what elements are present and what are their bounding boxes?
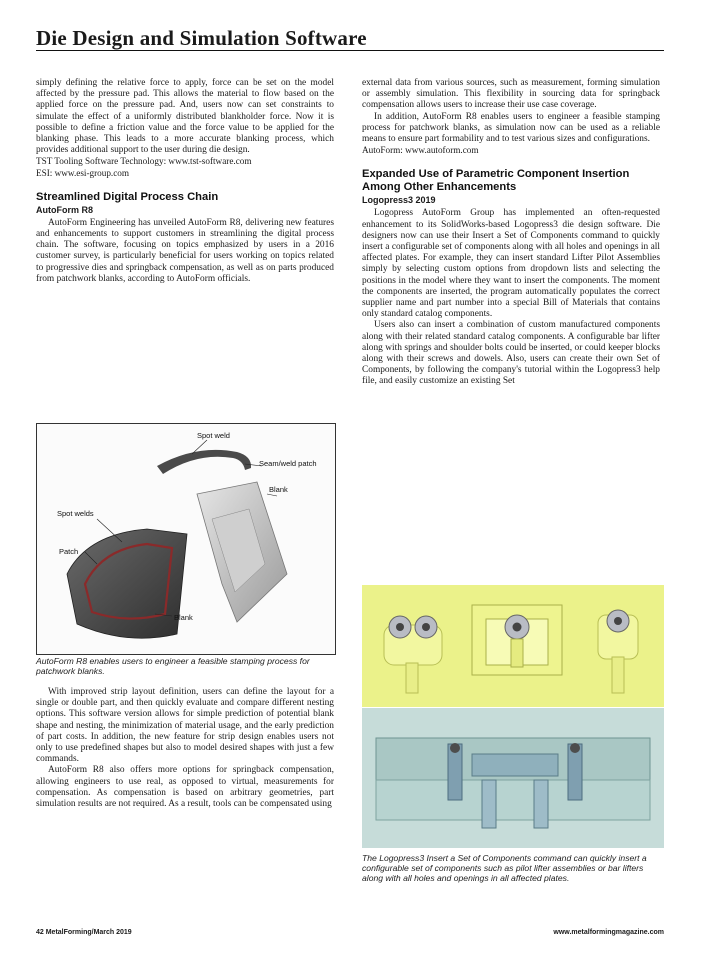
footer-page-issue: 42 MetalForming/March 2019	[36, 929, 132, 936]
left-paragraph-3: With improved strip layout definition, users can define the layout for a single or double part, and then quickly evaluate and compare different nesting options. This software version allows for simple prediction of potential blank shape and nesting, the minimization of material usage, and the early prediction of part costs. In addition, the new feature for strip design enables users not only to use predefined shapes but also to model desired shapes with just a few commands.	[36, 687, 334, 765]
label-blank-right: Blank	[269, 485, 288, 494]
label-seam-weld: Seam/weld patch	[259, 459, 317, 468]
section-title-autoform: Streamlined Digital Process Chain	[36, 190, 219, 203]
right-paragraph-3: Logopress AutoForm Group has implemented an often-requested enhancement to its SolidWorks-based Logopress3 die design software. Die designers now can use their Insert a Set of Components command to quickly insert a configurable set of components along with all holes and openings in all affected plates. For example, they can insert standard Lifter Pilot Assemblies simply by selecting custom options from dropdown lists and selecting the positions in the model where they want to insert the components. The moment the components are inserted, the program automatically populates the correct supplier name and part number into a special Bill of Materials that contains only standard catalog components.	[362, 208, 660, 320]
center-lifter-block	[472, 605, 562, 675]
left-paragraph-4: AutoForm R8 also offers more options for springback compensation, allowing engineers to use real, as opposed to virtual, measurements for compensation. As compensation is based on arbitrary geometries, part simulation results are not required. As a result, tools can be compensated using	[36, 765, 334, 810]
figure-patchwork-blank	[36, 423, 336, 655]
left-pilot-assembly	[384, 616, 442, 693]
patchwork-blank-illustration	[37, 424, 335, 654]
left-column	[36, 78, 334, 285]
label-spot-weld: Spot weld	[197, 431, 230, 440]
right-paragraph-2: In addition, AutoForm R8 enables users to engineer a feasible stamping process for patchwork blanks, as simulation now can be used as a reliable means to ensure part formability and to test various sizes and configurations.	[362, 111, 660, 145]
footer-website: www.metalformingmagazine.com	[553, 929, 664, 936]
left-paragraph-2: AutoForm Engineering has unveiled AutoForm R8, delivering new features and enhancements to support customers in streamlining the digital process chain. The software, focusing on topics emphasized by users in a 2016 customer survey, is particularly beneficial for users working on topics related to progressive dies and springback compensation, as well as on parts produced from patchwork blanks, according to AutoForm officials.	[36, 217, 334, 284]
section-byline-autoform: AutoForm R8	[36, 204, 93, 215]
page-title: Die Design and Simulation Software	[36, 26, 367, 50]
pilot-lifter-illustration	[362, 585, 664, 707]
section-title-logopress: Expanded Use of Parametric Component Insertion Among Other Enhancements	[362, 168, 630, 194]
credit-tst: TST Tooling Software Technology: www.tst-software.com	[36, 156, 252, 167]
figure-caption-autoform: AutoForm R8 enables users to engineer a feasible stamping process for patchwork blanks.	[36, 656, 310, 676]
left-column-lower	[36, 687, 334, 810]
right-pilot-assembly	[598, 610, 638, 693]
figure-logopress-plate	[362, 708, 664, 848]
credit-esi: ESI: www.esi-group.com	[36, 167, 130, 178]
seam-patch-shape	[157, 450, 251, 474]
section-byline-logopress: Logopress3 2019	[362, 195, 436, 206]
right-column	[362, 78, 660, 388]
label-blank-bottom: Blank	[174, 613, 193, 622]
figure-logopress-components	[362, 585, 664, 707]
credit-autoform: AutoForm: www.autoform.com	[362, 145, 479, 156]
right-paragraph-4: Users also can insert a combination of custom manufactured components along with their related standard catalog components. A configurable bar lifter along with springs and shoulder bolts could be inserted, or could keeper blocks along with their screws and dowels. Also, users can create their own Set of Components, by following the company's tutorial within the Logopress3 help file, and easily customize an existing Set	[362, 320, 660, 387]
label-patch: Patch	[59, 547, 79, 556]
page-footer	[36, 929, 664, 941]
figure-caption-logopress: The Logopress3 Insert a Set of Components command can quickly insert a configurable set of components such as pilot lifter assemblies or bar lifters along with all holes and openings in all affected plates.	[362, 853, 647, 883]
page-header	[36, 26, 664, 51]
label-spot-welds: Spot welds	[57, 509, 94, 518]
plate-openings-illustration	[362, 708, 664, 848]
left-paragraph-1: simply defining the relative force to apply, force can be set on the model affected by the pressure pad. This allows the material to flow based on the applied force on the pressure pad. And, users now can set constraints to simulate the effect of a uniformly distributed blankholder force. Now it is possible to define a friction value and the force value to be applied for the blanking phase. This leads to a more accurate blanking process, which provides additional support to the user during die design.	[36, 78, 334, 156]
right-paragraph-1: external data from various sources, such as measurement, forming simulation or assembly simulation. This flexibility in sourcing data for springback compensation allows users to increase their use case coverage.	[362, 78, 660, 111]
